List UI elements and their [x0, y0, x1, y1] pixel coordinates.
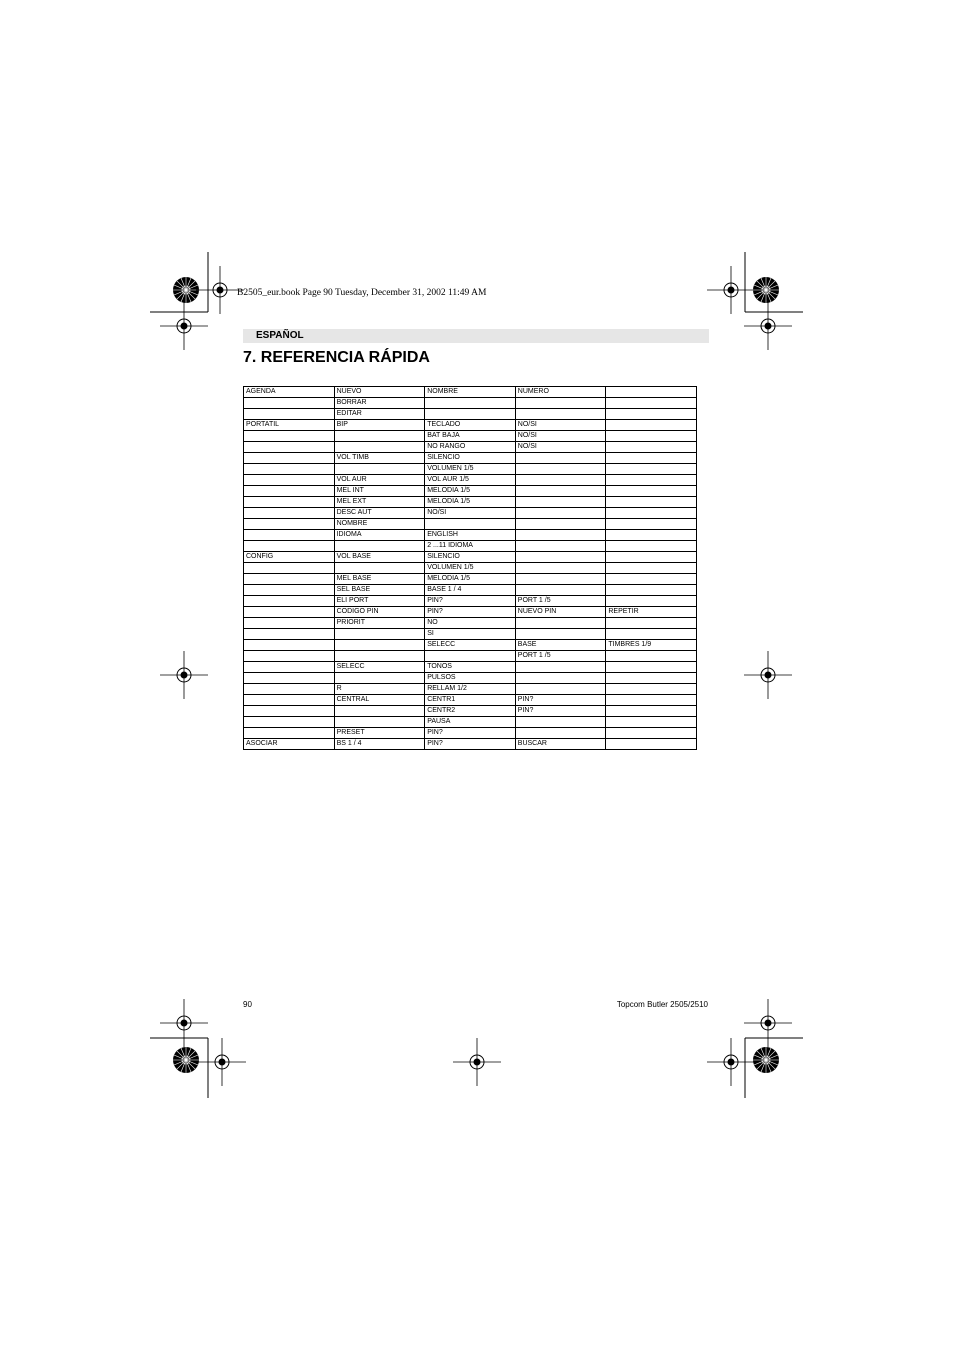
table-cell: EDITAR: [334, 409, 425, 420]
table-cell: NUEVO: [334, 387, 425, 398]
table-cell: [515, 497, 606, 508]
table-cell: REPETIR: [606, 607, 697, 618]
table-cell: [334, 651, 425, 662]
table-cell: [334, 464, 425, 475]
table-cell: BS 1 / 4: [334, 739, 425, 750]
table-cell: NO RANGO: [425, 442, 516, 453]
table-cell: PORT 1 /5: [515, 596, 606, 607]
table-cell: [515, 684, 606, 695]
table-cell: [606, 530, 697, 541]
table-cell: [515, 629, 606, 640]
table-cell: [606, 475, 697, 486]
table-cell: [515, 673, 606, 684]
table-cell: [244, 717, 335, 728]
table-cell: RELLAM 1/2: [425, 684, 516, 695]
table-cell: PIN?: [425, 739, 516, 750]
table-cell: NO/SI: [425, 508, 516, 519]
table-cell: [606, 717, 697, 728]
table-cell: [606, 497, 697, 508]
table-cell: VOL AUR: [334, 475, 425, 486]
table-cell: NO/SI: [515, 442, 606, 453]
table-cell: DESC AUT: [334, 508, 425, 519]
table-cell: [334, 442, 425, 453]
table-cell: PIN?: [515, 706, 606, 717]
table-cell: [515, 717, 606, 728]
table-cell: PIN?: [425, 607, 516, 618]
print-slug-line: B2505_eur.book Page 90 Tuesday, December 31, 2002 11:49 AM: [237, 288, 487, 298]
table-row: [244, 585, 697, 596]
table-cell: ASOCIAR: [244, 739, 335, 750]
table-cell: [606, 673, 697, 684]
table-row: [244, 464, 697, 475]
table-cell: [244, 409, 335, 420]
table-cell: NO: [425, 618, 516, 629]
table-cell: [515, 662, 606, 673]
table-cell: R: [334, 684, 425, 695]
table-cell: [244, 530, 335, 541]
table-cell: [334, 431, 425, 442]
table-cell: VOLUMEN 1/5: [425, 563, 516, 574]
table-cell: BORRAR: [334, 398, 425, 409]
table-cell: [334, 629, 425, 640]
table-cell: NOMBRE: [334, 519, 425, 530]
table-cell: [515, 508, 606, 519]
table-cell: [244, 706, 335, 717]
table-row: [244, 530, 697, 541]
table-row: [244, 640, 697, 651]
table-cell: [515, 453, 606, 464]
table-cell: [606, 508, 697, 519]
table-cell: BIP: [334, 420, 425, 431]
table-cell: [244, 497, 335, 508]
table-row: [244, 662, 697, 673]
table-cell: [515, 574, 606, 585]
section-title: 7. REFERENCIA RÁPIDA: [243, 349, 430, 366]
table-cell: [606, 629, 697, 640]
table-cell: SILENCIO: [425, 453, 516, 464]
table-cell: [334, 640, 425, 651]
table-row: [244, 563, 697, 574]
table-cell: [515, 728, 606, 739]
table-cell: MEL EXT: [334, 497, 425, 508]
table-cell: MEL BASE: [334, 574, 425, 585]
table-cell: TONOS: [425, 662, 516, 673]
table-row: [244, 541, 697, 552]
table-cell: [334, 717, 425, 728]
table-cell: [515, 585, 606, 596]
product-name: Topcom Butler 2505/2510: [616, 1000, 708, 1009]
table-cell: [606, 453, 697, 464]
table-row: [244, 497, 697, 508]
table-cell: PRESET: [334, 728, 425, 739]
table-row: [244, 695, 697, 706]
table-cell: [244, 640, 335, 651]
table-row: [244, 684, 697, 695]
table-cell: 2 ...11 IDIOMA: [425, 541, 516, 552]
table-cell: CONFIG: [244, 552, 335, 563]
table-cell: VOLUMEN 1/5: [425, 464, 516, 475]
table-cell: [244, 596, 335, 607]
table-cell: [606, 618, 697, 629]
language-header-bar: [243, 329, 709, 343]
table-cell: [244, 442, 335, 453]
table-cell: [515, 541, 606, 552]
table-cell: [606, 596, 697, 607]
table-cell: [244, 398, 335, 409]
table-cell: [606, 684, 697, 695]
table-cell: TIMBRES 1/9: [606, 640, 697, 651]
table-cell: [244, 585, 335, 596]
table-cell: CENTRAL: [334, 695, 425, 706]
table-cell: [606, 420, 697, 431]
table-row: [244, 508, 697, 519]
table-cell: BASE: [515, 640, 606, 651]
table-cell: VOL AUR 1/5: [425, 475, 516, 486]
table-cell: [244, 618, 335, 629]
table-cell: [244, 475, 335, 486]
table-cell: SILENCIO: [425, 552, 516, 563]
table-cell: [244, 431, 335, 442]
table-cell: [515, 618, 606, 629]
table-row: [244, 651, 697, 662]
table-cell: CENTR2: [425, 706, 516, 717]
table-cell: [606, 739, 697, 750]
table-cell: [244, 464, 335, 475]
table-cell: [606, 409, 697, 420]
table-cell: PRIORIT: [334, 618, 425, 629]
table-cell: [606, 442, 697, 453]
table-row: [244, 739, 697, 750]
table-cell: [244, 662, 335, 673]
table-cell: [515, 552, 606, 563]
table-cell: [606, 651, 697, 662]
page-number: 90: [243, 1000, 252, 1009]
table-cell: PORT 1 /5: [515, 651, 606, 662]
table-cell: [606, 728, 697, 739]
table-cell: NO/SI: [515, 420, 606, 431]
table-row: [244, 486, 697, 497]
table-row: [244, 453, 697, 464]
table-cell: [606, 486, 697, 497]
table-cell: [244, 684, 335, 695]
table-cell: BUSCAR: [515, 739, 606, 750]
table-cell: [425, 398, 516, 409]
table-cell: [244, 453, 335, 464]
table-cell: BAT BAJA: [425, 431, 516, 442]
table-cell: SEL BASE: [334, 585, 425, 596]
table-cell: MELODIA 1/5: [425, 497, 516, 508]
table-cell: [515, 475, 606, 486]
table-cell: [244, 519, 335, 530]
table-cell: MELODIA 1/5: [425, 574, 516, 585]
table-cell: PIN?: [425, 728, 516, 739]
table-cell: MELODIA 1/5: [425, 486, 516, 497]
table-cell: VOL BASE: [334, 552, 425, 563]
table-cell: VOL TIMB: [334, 453, 425, 464]
table-cell: BASE 1 / 4: [425, 585, 516, 596]
table-cell: [606, 574, 697, 585]
table-cell: [606, 662, 697, 673]
table-cell: AGENDA: [244, 387, 335, 398]
table-cell: [606, 695, 697, 706]
quick-reference-table: [243, 386, 697, 750]
table-cell: [334, 673, 425, 684]
table-cell: [244, 563, 335, 574]
table-cell: [244, 508, 335, 519]
table-cell: [515, 409, 606, 420]
table-cell: [425, 409, 516, 420]
table-row: [244, 552, 697, 563]
table-cell: [244, 651, 335, 662]
table-cell: PIN?: [515, 695, 606, 706]
table-cell: [515, 486, 606, 497]
table-cell: [244, 629, 335, 640]
table-cell: [244, 541, 335, 552]
table-cell: [606, 585, 697, 596]
table-row: [244, 728, 697, 739]
table-cell: [606, 464, 697, 475]
table-row: [244, 607, 697, 618]
table-cell: [244, 695, 335, 706]
table-cell: [425, 519, 516, 530]
table-cell: [515, 519, 606, 530]
table-cell: [606, 431, 697, 442]
table-row: [244, 431, 697, 442]
table-cell: [244, 607, 335, 618]
table-cell: [515, 464, 606, 475]
table-cell: [606, 387, 697, 398]
table-row: [244, 574, 697, 585]
table-row: [244, 442, 697, 453]
table-cell: [515, 530, 606, 541]
table-row: [244, 409, 697, 420]
table-cell: MEL INT: [334, 486, 425, 497]
table-cell: [244, 728, 335, 739]
table-cell: [244, 574, 335, 585]
table-cell: ELI PORT: [334, 596, 425, 607]
table-cell: [606, 552, 697, 563]
table-cell: [606, 398, 697, 409]
language-label: ESPAÑOL: [256, 330, 304, 341]
table-cell: [606, 519, 697, 530]
table-cell: TECLADO: [425, 420, 516, 431]
table-cell: PULSOS: [425, 673, 516, 684]
table-cell: PAUSA: [425, 717, 516, 728]
table-cell: [606, 706, 697, 717]
table-cell: NUMERO: [515, 387, 606, 398]
table-row: [244, 420, 697, 431]
table-row: [244, 519, 697, 530]
table-row: [244, 596, 697, 607]
table-cell: SI: [425, 629, 516, 640]
table-row: [244, 629, 697, 640]
table-row: [244, 706, 697, 717]
table-cell: PIN?: [425, 596, 516, 607]
table-cell: CENTR1: [425, 695, 516, 706]
table-cell: [606, 563, 697, 574]
table-cell: SELECC: [334, 662, 425, 673]
table-cell: [334, 706, 425, 717]
table-cell: [334, 563, 425, 574]
table-cell: CODIGO PIN: [334, 607, 425, 618]
table-cell: PORTATIL: [244, 420, 335, 431]
table-cell: [244, 486, 335, 497]
table-cell: NOMBRE: [425, 387, 516, 398]
table-cell: [244, 673, 335, 684]
table-cell: [606, 541, 697, 552]
table-row: [244, 398, 697, 409]
table-row: [244, 717, 697, 728]
table-cell: [425, 651, 516, 662]
table-cell: [515, 563, 606, 574]
table-cell: SELECC: [425, 640, 516, 651]
table-cell: IDIOMA: [334, 530, 425, 541]
table-cell: [334, 541, 425, 552]
table-row: [244, 475, 697, 486]
table-cell: NO/SI: [515, 431, 606, 442]
table-cell: ENGLISH: [425, 530, 516, 541]
table-row: [244, 673, 697, 684]
table-cell: [515, 398, 606, 409]
table-row: [244, 387, 697, 398]
table-cell: NUEVO PIN: [515, 607, 606, 618]
table-row: [244, 618, 697, 629]
